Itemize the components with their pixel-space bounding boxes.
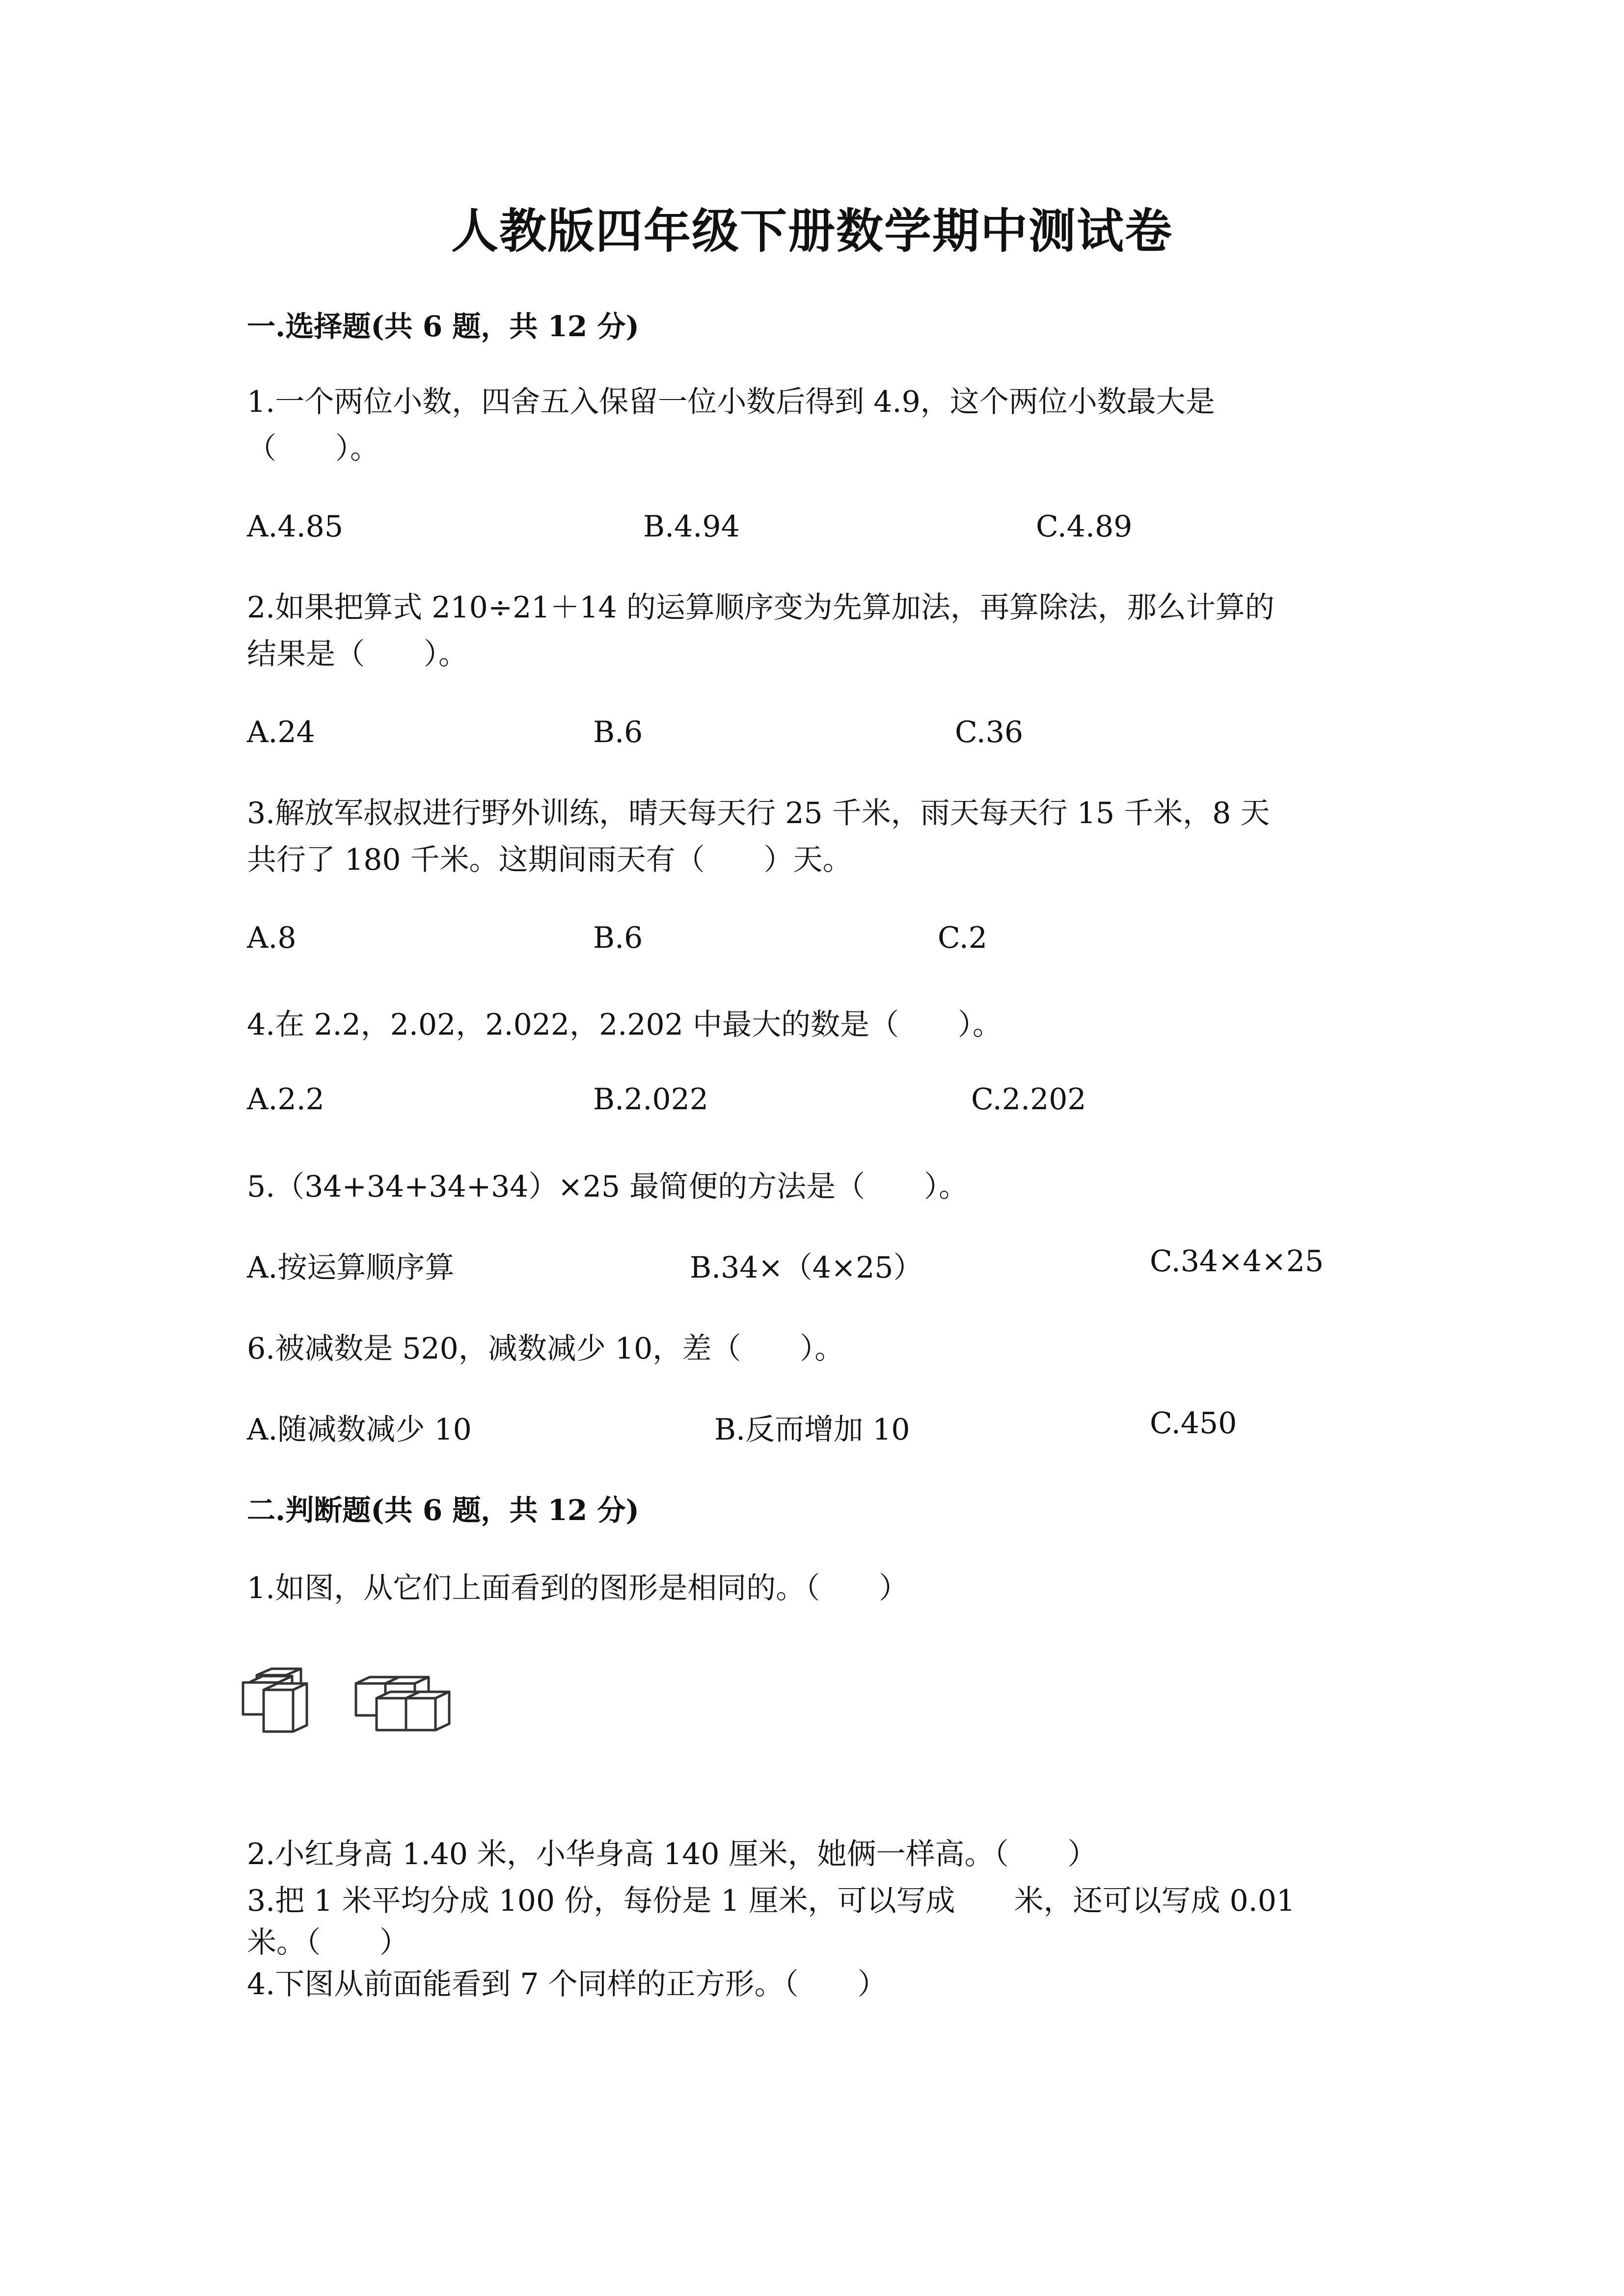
question-2-option-b[interactable]: B.6 [593,715,643,749]
question-2-option-a[interactable]: A.24 [247,715,315,749]
judgement-1-text: 1.如图，从它们上面看到的图形是相同的。（ ） [247,1571,909,1605]
question-2-text-cont: 结果是（ ）。 [247,637,468,671]
question-1-option-c[interactable]: C.4.89 [1036,509,1133,544]
question-4-option-b[interactable]: B.2.022 [593,1082,708,1117]
question-6-option-c[interactable]: C.450 [1150,1406,1237,1441]
section-heading-judgement: 二.判断题(共 6 题，共 12 分) [247,1494,639,1527]
question-4-option-c[interactable]: C.2.202 [971,1082,1086,1117]
question-4-text: 4.在 2.2，2.02，2.022，2.202 中最大的数是（ ）。 [247,1008,1002,1042]
question-2-text: 2.如果把算式 210÷21＋14 的运算顺序变为先算加法，再算除法，那么计算的 [247,590,1274,625]
question-5-option-b[interactable]: B.34×（4×25） [690,1251,923,1285]
cubes-figure [243,1669,479,1757]
question-1-text: 1.一个两位小数，四舍五入保留一位小数后得到 4.9，这个两位小数最大是 [247,385,1215,419]
question-6-option-a[interactable]: A.随减数减少 10 [247,1413,472,1447]
question-1-option-a[interactable]: A.4.85 [247,509,343,544]
question-5-option-c[interactable]: C.34×4×25 [1150,1244,1324,1279]
question-3-text-cont: 共行了 180 千米。这期间雨天有（ ）天。 [247,843,852,877]
question-1-option-b[interactable]: B.4.94 [643,509,740,544]
question-5-text: 5.（34+34+34+34）×25 最简便的方法是（ ）。 [247,1170,969,1204]
question-1-text-cont: （ ）。 [247,431,379,466]
judgement-4-text: 4.下图从前面能看到 7 个同样的正方形。（ ） [247,1967,887,2002]
question-3-option-b[interactable]: B.6 [593,921,643,955]
judgement-3-text: 3.把 1 米平均分成 100 份，每份是 1 厘米，可以写成 米，还可以写成 0.01 [247,1884,1296,1918]
judgement-3-text-cont: 米。（ ） [247,1925,409,1960]
question-5-option-a[interactable]: A.按运算顺序算 [247,1251,455,1285]
page-title: 人教版四年级下册数学期中测试卷 [451,203,1173,259]
question-2-option-c[interactable]: C.36 [955,715,1024,749]
cube-group-left [243,1669,307,1732]
question-3-text: 3.解放军叔叔进行野外训练，晴天每天行 25 千米，雨天每天行 15 千米，8 天 [247,796,1270,830]
question-4-option-a[interactable]: A.2.2 [247,1082,325,1117]
question-3-option-a[interactable]: A.8 [247,921,297,955]
question-6-option-b[interactable]: B.反而增加 10 [714,1413,910,1447]
question-6-text: 6.被减数是 520，减数减少 10，差（ ）。 [247,1332,844,1366]
cube-group-right [356,1677,449,1730]
judgement-2-text: 2.小红身高 1.40 米，小华身高 140 厘米，她俩一样高。（ ） [247,1837,1097,1871]
section-heading-choice: 一.选择题(共 6 题，共 12 分) [247,310,639,343]
question-3-option-c[interactable]: C.2 [938,921,988,955]
